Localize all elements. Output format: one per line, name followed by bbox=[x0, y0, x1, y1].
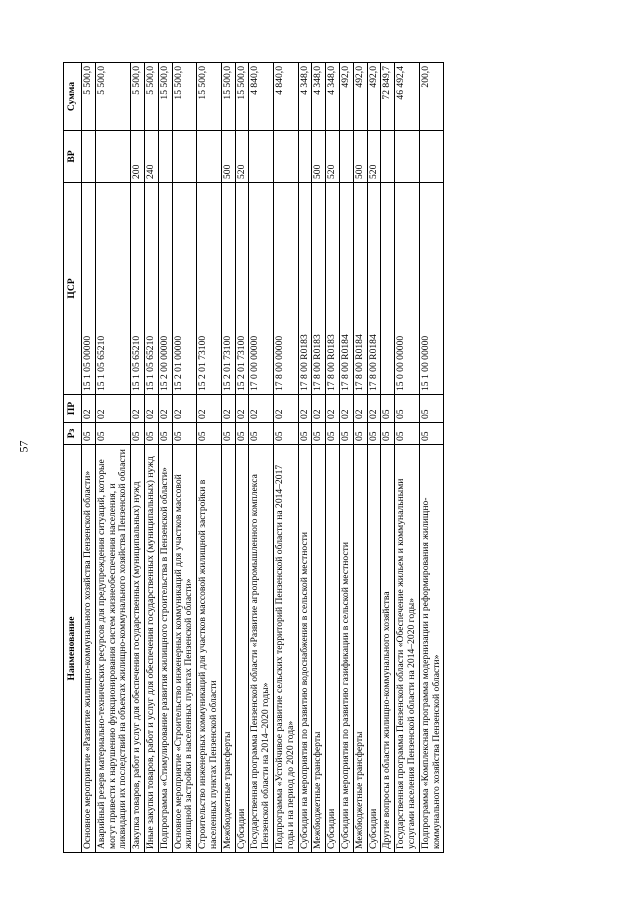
row-csr-cell: 15 2 01 73100 bbox=[221, 183, 235, 395]
row-sum-cell: 4 840,0 bbox=[249, 63, 274, 131]
row-name-cell: Строительство инженерных коммуникаций для участков массовой жилищной застройки в населенных пунктах Пензенской области bbox=[197, 445, 222, 853]
row-sum-cell: 15 500,0 bbox=[172, 63, 197, 131]
row-sum-cell: 15 500,0 bbox=[235, 63, 249, 131]
row-rz-cell: 05 bbox=[395, 423, 420, 445]
row-pr-cell: 02 bbox=[197, 395, 222, 423]
row-name-cell: Субсидии bbox=[367, 445, 381, 853]
table-row bbox=[249, 63, 274, 853]
table-row bbox=[273, 63, 298, 853]
budget-table bbox=[63, 62, 444, 853]
row-rz-cell: 05 bbox=[339, 423, 353, 445]
row-name-cell: Субсидии на мероприятия по развитию водоснабжения в сельской местности bbox=[298, 445, 312, 853]
row-csr-cell: 15 2 01 00000 bbox=[172, 183, 197, 395]
row-csr-cell: 15 1 05 65210 bbox=[95, 183, 130, 395]
row-vr-cell bbox=[95, 131, 130, 183]
row-rz-cell: 05 bbox=[381, 423, 395, 445]
row-csr-cell: 15 0 00 00000 bbox=[395, 183, 420, 395]
rotated-page-content bbox=[63, 63, 563, 853]
row-vr-cell: 520 bbox=[367, 131, 381, 183]
row-sum-cell: 5 500,0 bbox=[95, 63, 130, 131]
row-name-cell: Государственная программа Пензенской области «Обеспечение жильем и коммунальными услугами населения Пензенской области на 2014–2020 годы» bbox=[395, 445, 420, 853]
row-name-cell: Межбюджетные трансферты bbox=[353, 445, 367, 853]
row-vr-cell: 200 bbox=[131, 131, 145, 183]
row-name-cell: Основное мероприятие «Строительство инженерных коммуникаций для участков массовой жилищной застройки в населенных пунктах Пензенской области» bbox=[172, 445, 197, 853]
row-pr-cell: 05 bbox=[381, 395, 395, 423]
row-sum-cell: 46 492,4 bbox=[395, 63, 420, 131]
row-pr-cell: 02 bbox=[172, 395, 197, 423]
row-vr-cell bbox=[197, 131, 222, 183]
table-row bbox=[158, 63, 172, 853]
row-csr-cell: 17 8 00 R0184 bbox=[367, 183, 381, 395]
row-name-cell: Подпрограмма «Устойчивое развитие сельских территорий Пензенской области на 2014–2017 годы и на период до 2020 года» bbox=[273, 445, 298, 853]
row-name-cell: Государственная программа Пензенской области «Развитие агропромышленного комплекса Пензенской области на 2014–2020 годы» bbox=[249, 445, 274, 853]
table-row bbox=[367, 63, 381, 853]
row-rz-cell: 05 bbox=[235, 423, 249, 445]
row-sum-cell: 5 500,0 bbox=[131, 63, 145, 131]
row-pr-cell: 02 bbox=[312, 395, 326, 423]
row-pr-cell: 02 bbox=[235, 395, 249, 423]
table-row bbox=[172, 63, 197, 853]
row-vr-cell bbox=[381, 131, 395, 183]
table-row bbox=[326, 63, 340, 853]
table-row bbox=[419, 63, 444, 853]
row-vr-cell: 240 bbox=[144, 131, 158, 183]
row-sum-cell: 4 348,0 bbox=[312, 63, 326, 131]
row-pr-cell: 02 bbox=[82, 395, 96, 423]
row-pr-cell: 02 bbox=[353, 395, 367, 423]
row-rz-cell: 05 bbox=[197, 423, 222, 445]
row-sum-cell: 15 500,0 bbox=[158, 63, 172, 131]
table-row bbox=[197, 63, 222, 853]
row-pr-cell: 05 bbox=[395, 395, 420, 423]
row-sum-cell: 15 500,0 bbox=[197, 63, 222, 131]
row-sum-cell: 15 500,0 bbox=[221, 63, 235, 131]
table-row bbox=[312, 63, 326, 853]
row-csr-cell: 17 8 00 R0184 bbox=[339, 183, 353, 395]
row-sum-cell: 4 348,0 bbox=[298, 63, 312, 131]
row-csr-cell: 17 8 00 R0183 bbox=[326, 183, 340, 395]
row-rz-cell: 05 bbox=[144, 423, 158, 445]
row-rz-cell: 05 bbox=[172, 423, 197, 445]
row-vr-cell: 520 bbox=[235, 131, 249, 183]
row-csr-cell: 15 2 00 00000 bbox=[158, 183, 172, 395]
row-vr-cell: 500 bbox=[312, 131, 326, 183]
row-name-cell: Субсидии на мероприятия по развитию газификации в сельской местности bbox=[339, 445, 353, 853]
row-pr-cell: 05 bbox=[419, 395, 444, 423]
row-sum-cell: 5 500,0 bbox=[144, 63, 158, 131]
row-csr-cell: 15 1 05 00000 bbox=[82, 183, 96, 395]
table-header-row bbox=[64, 63, 82, 853]
row-rz-cell: 05 bbox=[326, 423, 340, 445]
row-name-cell: Субсидии bbox=[235, 445, 249, 853]
table-row bbox=[353, 63, 367, 853]
row-sum-cell: 4 348,0 bbox=[326, 63, 340, 131]
header-vr: ВР bbox=[64, 131, 82, 183]
row-rz-cell: 05 bbox=[82, 423, 96, 445]
row-name-cell: Закупка товаров, работ и услуг для обеспечения государственных (муниципальных) нужд bbox=[131, 445, 145, 853]
row-vr-cell bbox=[395, 131, 420, 183]
table-row bbox=[298, 63, 312, 853]
header-csr: ЦСР bbox=[64, 183, 82, 395]
row-vr-cell bbox=[172, 131, 197, 183]
row-name-cell: Межбюджетные трансферты bbox=[221, 445, 235, 853]
row-name-cell: Подпрограмма «Комплексная программа модернизации и реформирования жилищно-коммунального хозяйства Пензенской области» bbox=[419, 445, 444, 853]
row-sum-cell: 492,0 bbox=[353, 63, 367, 131]
row-sum-cell: 72 849,7 bbox=[381, 63, 395, 131]
row-pr-cell: 02 bbox=[367, 395, 381, 423]
row-csr-cell: 15 2 01 73100 bbox=[235, 183, 249, 395]
row-vr-cell bbox=[273, 131, 298, 183]
row-csr-cell: 17 8 00 R0184 bbox=[353, 183, 367, 395]
row-name-cell: Субсидии bbox=[326, 445, 340, 853]
row-rz-cell: 05 bbox=[131, 423, 145, 445]
row-csr-cell: 17 0 00 00000 bbox=[249, 183, 274, 395]
table-row bbox=[235, 63, 249, 853]
row-vr-cell bbox=[158, 131, 172, 183]
row-rz-cell: 05 bbox=[353, 423, 367, 445]
row-name-cell: Иные закупки товаров, работ и услуг для обеспечения государственных (муниципальных) нужд bbox=[144, 445, 158, 853]
row-sum-cell: 200,0 bbox=[419, 63, 444, 131]
row-csr-cell: 17 8 00 00000 bbox=[273, 183, 298, 395]
table-row bbox=[395, 63, 420, 853]
table-row bbox=[95, 63, 130, 853]
row-pr-cell: 02 bbox=[144, 395, 158, 423]
table-row bbox=[131, 63, 145, 853]
row-pr-cell: 02 bbox=[326, 395, 340, 423]
row-vr-cell bbox=[82, 131, 96, 183]
row-name-cell: Межбюджетные трансферты bbox=[312, 445, 326, 853]
row-pr-cell: 02 bbox=[158, 395, 172, 423]
row-rz-cell: 05 bbox=[273, 423, 298, 445]
table-row bbox=[381, 63, 395, 853]
row-csr-cell: 15 1 00 00000 bbox=[419, 183, 444, 395]
table-row bbox=[339, 63, 353, 853]
row-sum-cell: 5 500,0 bbox=[82, 63, 96, 131]
row-csr-cell bbox=[381, 183, 395, 395]
row-name-cell: Основное мероприятие «Развитие жилищно-коммунального хозяйства Пензенской области» bbox=[82, 445, 96, 853]
row-vr-cell bbox=[419, 131, 444, 183]
row-sum-cell: 4 840,0 bbox=[273, 63, 298, 131]
row-pr-cell: 02 bbox=[95, 395, 130, 423]
row-rz-cell: 05 bbox=[158, 423, 172, 445]
header-sum: Сумма bbox=[64, 63, 82, 131]
row-csr-cell: 15 2 01 73100 bbox=[197, 183, 222, 395]
row-csr-cell: 17 8 00 R0183 bbox=[298, 183, 312, 395]
row-pr-cell: 02 bbox=[273, 395, 298, 423]
row-name-cell: Другие вопросы в области жилищно-коммунального хозяйства bbox=[381, 445, 395, 853]
page-number: 57 bbox=[16, 440, 31, 453]
row-pr-cell: 02 bbox=[221, 395, 235, 423]
row-rz-cell: 05 bbox=[419, 423, 444, 445]
row-pr-cell: 02 bbox=[131, 395, 145, 423]
row-vr-cell: 500 bbox=[221, 131, 235, 183]
row-vr-cell: 500 bbox=[353, 131, 367, 183]
row-rz-cell: 05 bbox=[298, 423, 312, 445]
row-sum-cell: 492,0 bbox=[339, 63, 353, 131]
row-vr-cell bbox=[298, 131, 312, 183]
row-csr-cell: 15 1 05 65210 bbox=[131, 183, 145, 395]
row-vr-cell bbox=[339, 131, 353, 183]
header-name: Наименование bbox=[64, 445, 82, 853]
header-rz: Рз bbox=[64, 423, 82, 445]
row-csr-cell: 15 1 05 65210 bbox=[144, 183, 158, 395]
row-rz-cell: 05 bbox=[221, 423, 235, 445]
row-pr-cell: 02 bbox=[249, 395, 274, 423]
header-pr: ПР bbox=[64, 395, 82, 423]
row-rz-cell: 05 bbox=[367, 423, 381, 445]
table-row bbox=[144, 63, 158, 853]
row-csr-cell: 17 8 00 R0183 bbox=[312, 183, 326, 395]
row-rz-cell: 05 bbox=[95, 423, 130, 445]
table-row bbox=[221, 63, 235, 853]
row-pr-cell: 02 bbox=[298, 395, 312, 423]
table-body bbox=[82, 63, 444, 853]
row-rz-cell: 05 bbox=[312, 423, 326, 445]
row-rz-cell: 05 bbox=[249, 423, 274, 445]
row-name-cell: Подпрограмма «Стимулирование развития жилищного строительства в Пензенской области» bbox=[158, 445, 172, 853]
row-name-cell: Аварийный резерв материально-технических ресурсов для предупреждения ситуаций, которые могут привести к нарушению функционирования систем жизнеобеспечения населения, и ликвидации их последствий на объектах жилищно-коммунального хозяйства Пензенской области bbox=[95, 445, 130, 853]
row-sum-cell: 492,0 bbox=[367, 63, 381, 131]
row-pr-cell: 02 bbox=[339, 395, 353, 423]
row-vr-cell: 520 bbox=[326, 131, 340, 183]
table-row bbox=[82, 63, 96, 853]
row-vr-cell bbox=[249, 131, 274, 183]
